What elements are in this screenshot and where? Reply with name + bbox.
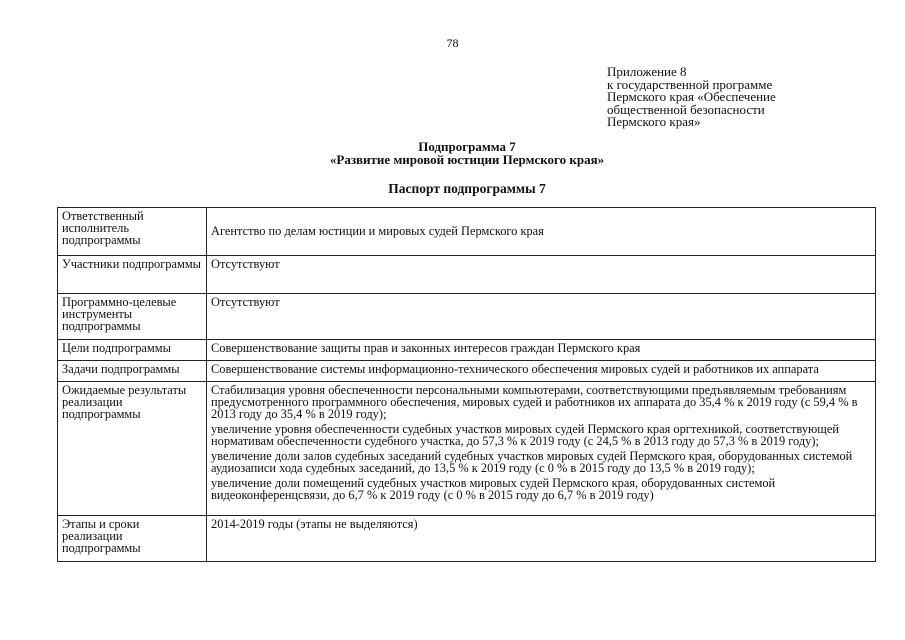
tasks-label: Задачи подпрограммы [58,361,207,382]
passport-title: Паспорт подпрограммы 7 [388,181,546,196]
table-row-program-tools [58,294,876,340]
goals-value: Совершенствование защиты прав и законных интересов граждан Пермского края [207,340,876,361]
program-tools-label: Программно-целевые инструменты подпрограммы [58,294,207,340]
tasks-value: Совершенствование системы информационно-технического обеспечения мировых судей и работников их аппарата [207,361,876,382]
appendix-line: общественной безопасности [607,101,765,117]
appendix-line: к государственной программе [607,76,773,92]
appendix-line: Пермского края «Обеспечение [607,89,776,104]
stages-label: Этапы и сроки реализации подпрограммы [58,516,207,562]
result-item: увеличение уровня обеспеченности судебных участков мировых судей Пермского края оргтехникой, соответствующей нормативам обеспеченности судебного участка, до 57,3 % к 2019 году (с 24,5 % в 2013 году до 57,3 % в 2019 году); [211,422,839,448]
subprogram-number: Подпрограмма 7 [418,139,516,154]
participants-value: Отсутствуют [207,256,876,294]
participants-label: Участники подпрограммы [58,256,207,294]
table-row-stages [58,516,876,562]
appendix-line: Приложение 8 [607,64,687,79]
goals-label: Цели подпрограммы [58,340,207,361]
appendix-line: Пермского края» [607,114,701,129]
expected-results-value [207,382,876,516]
table-row-tasks [58,361,876,382]
page-number: 78 [446,36,459,50]
executor-value: Агентство по делам юстиции и мировых судей Пермского края [207,208,876,256]
expected-results-label: Ожидаемые результаты реализации подпрограммы [58,382,207,516]
passport-table [57,207,876,562]
subprogram-name: «Развитие мировой юстиции Пермского края» [329,152,605,167]
table-row-goals [58,340,876,361]
document-titles [60,140,874,197]
table-row-executor [58,208,876,256]
executor-label: Ответственный исполнитель подпрограммы [58,208,207,256]
result-item: увеличение доли залов судебных заседаний судебных участков мировых судей Пермского края, оборудованных системой аудиозаписи хода судебных заседаний, до 13,5 % к 2019 году (с 0 % в 2015 году до 13,5 % в 2019 году); [211,449,853,475]
table-row-expected-results [58,382,876,516]
appendix-note [607,66,847,129]
result-item: Стабилизация уровня обеспеченности персональными компьютерами, соответствующими предъявляемым требованиям предусмотренного программного обеспечения, мировых судей и работников их аппарата до 35,4 % к 2019 году (с 59,4 % в 2013 году до 35,4 % в 2019 году); [211,383,858,421]
table-row-participants [58,256,876,294]
result-item: увеличение доли помещений судебных участков мировых судей Пермского края, оборудованных системой видеоконференцсвязи, до 6,7 % к 2019 году (с 0 % в 2015 году до 6,7 % в 2019 году) [211,476,776,502]
stages-value: 2014-2019 годы (этапы не выделяются) [207,516,876,562]
program-tools-value: Отсутствуют [207,294,876,340]
